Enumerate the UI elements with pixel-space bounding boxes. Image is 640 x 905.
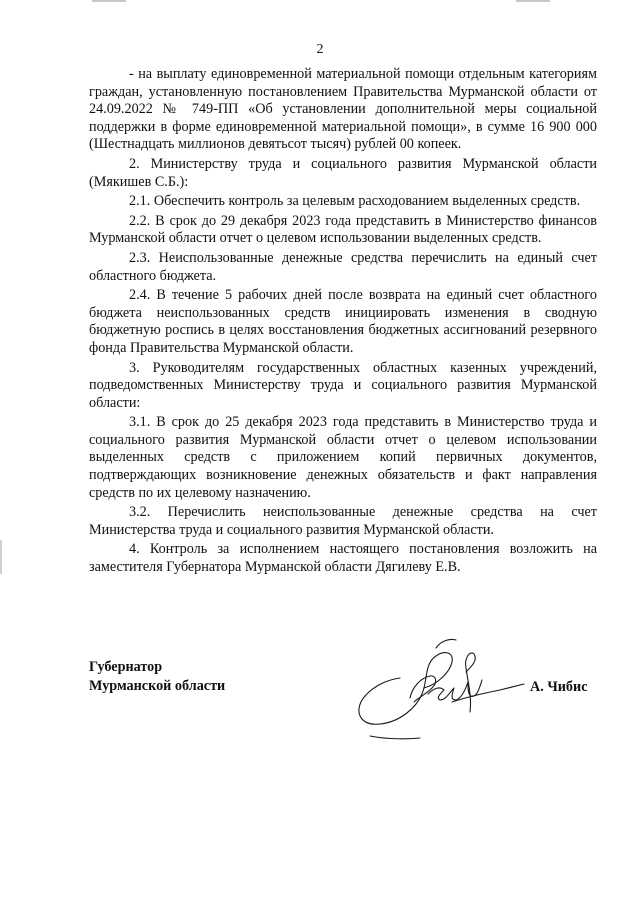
paragraph: 3.1. В срок до 25 декабря 2023 года представить в Министерство труда и социального развития Мурманской области отчет о целевом использовании выделенных средств с приложением копий первичных документов, подтверждающих возникновение денежных обязательств и факт направления средств по их целевому назначению. (89, 414, 597, 501)
paragraph: 3.2. Перечислить неиспользованные денежные средства на счет Министерства труда и социального развития Мурманской области. (89, 504, 597, 538)
paragraph: 2.2. В срок до 29 декабря 2023 года представить в Министерство финансов Мурманской области отчет о целевом использовании выделенных средств. (89, 212, 597, 247)
page-number: 2 (316, 42, 324, 57)
paragraph: - на выплату единовременной материальной помощи отдельным категориям граждан, установленную постановлением Правительства Мурманской области от 24.09.2022 № 749-ПП «Об установлении дополнительной меры социальной поддержки в форме единовременной материальной помощи», в сумме 16 900 000 (Шестнадцать миллионов девятьсот тысяч) рублей 00 копеек. (89, 66, 597, 153)
paragraph: 2.1. Обеспечить контроль за целевым расходованием выделенных средств. (129, 193, 581, 210)
paragraph: 4. Контроль за исполнением настоящего постановления возложить на заместителя Губернатора Мурманской области Дягилеву Е.В. (89, 541, 597, 576)
scan-edge-mark (92, 0, 126, 2)
scan-edge-mark (516, 0, 550, 2)
signer-name: А. Чибис (530, 679, 588, 695)
handwritten-signature (340, 628, 530, 758)
scan-side-mark (0, 540, 2, 574)
document-body (89, 66, 597, 577)
signer-position (89, 658, 225, 696)
paragraph: 2. Министерству труда и социального развития Мурманской области (Мякишев С.Б.): (89, 155, 597, 190)
paragraph: 2.4. В течение 5 рабочих дней после возврата на единый счет областного бюджета неиспользованных средств инициировать изменения в сводную бюджетную роспись в целях восстановления бюджетных ассигнований резервного фонда Правительства Мурманской области. (89, 287, 597, 356)
paragraph: 3. Руководителям государственных областных казенных учреждений, подведомственных Министерству труда и социального развития Мурманской области: (89, 359, 597, 411)
paragraph: 2.3. Неиспользованные денежные средства перечислить на единый счет областного бюджета. (89, 249, 597, 284)
signer-title: Губернатор (89, 659, 163, 675)
signer-region: Мурманской области (89, 678, 226, 694)
